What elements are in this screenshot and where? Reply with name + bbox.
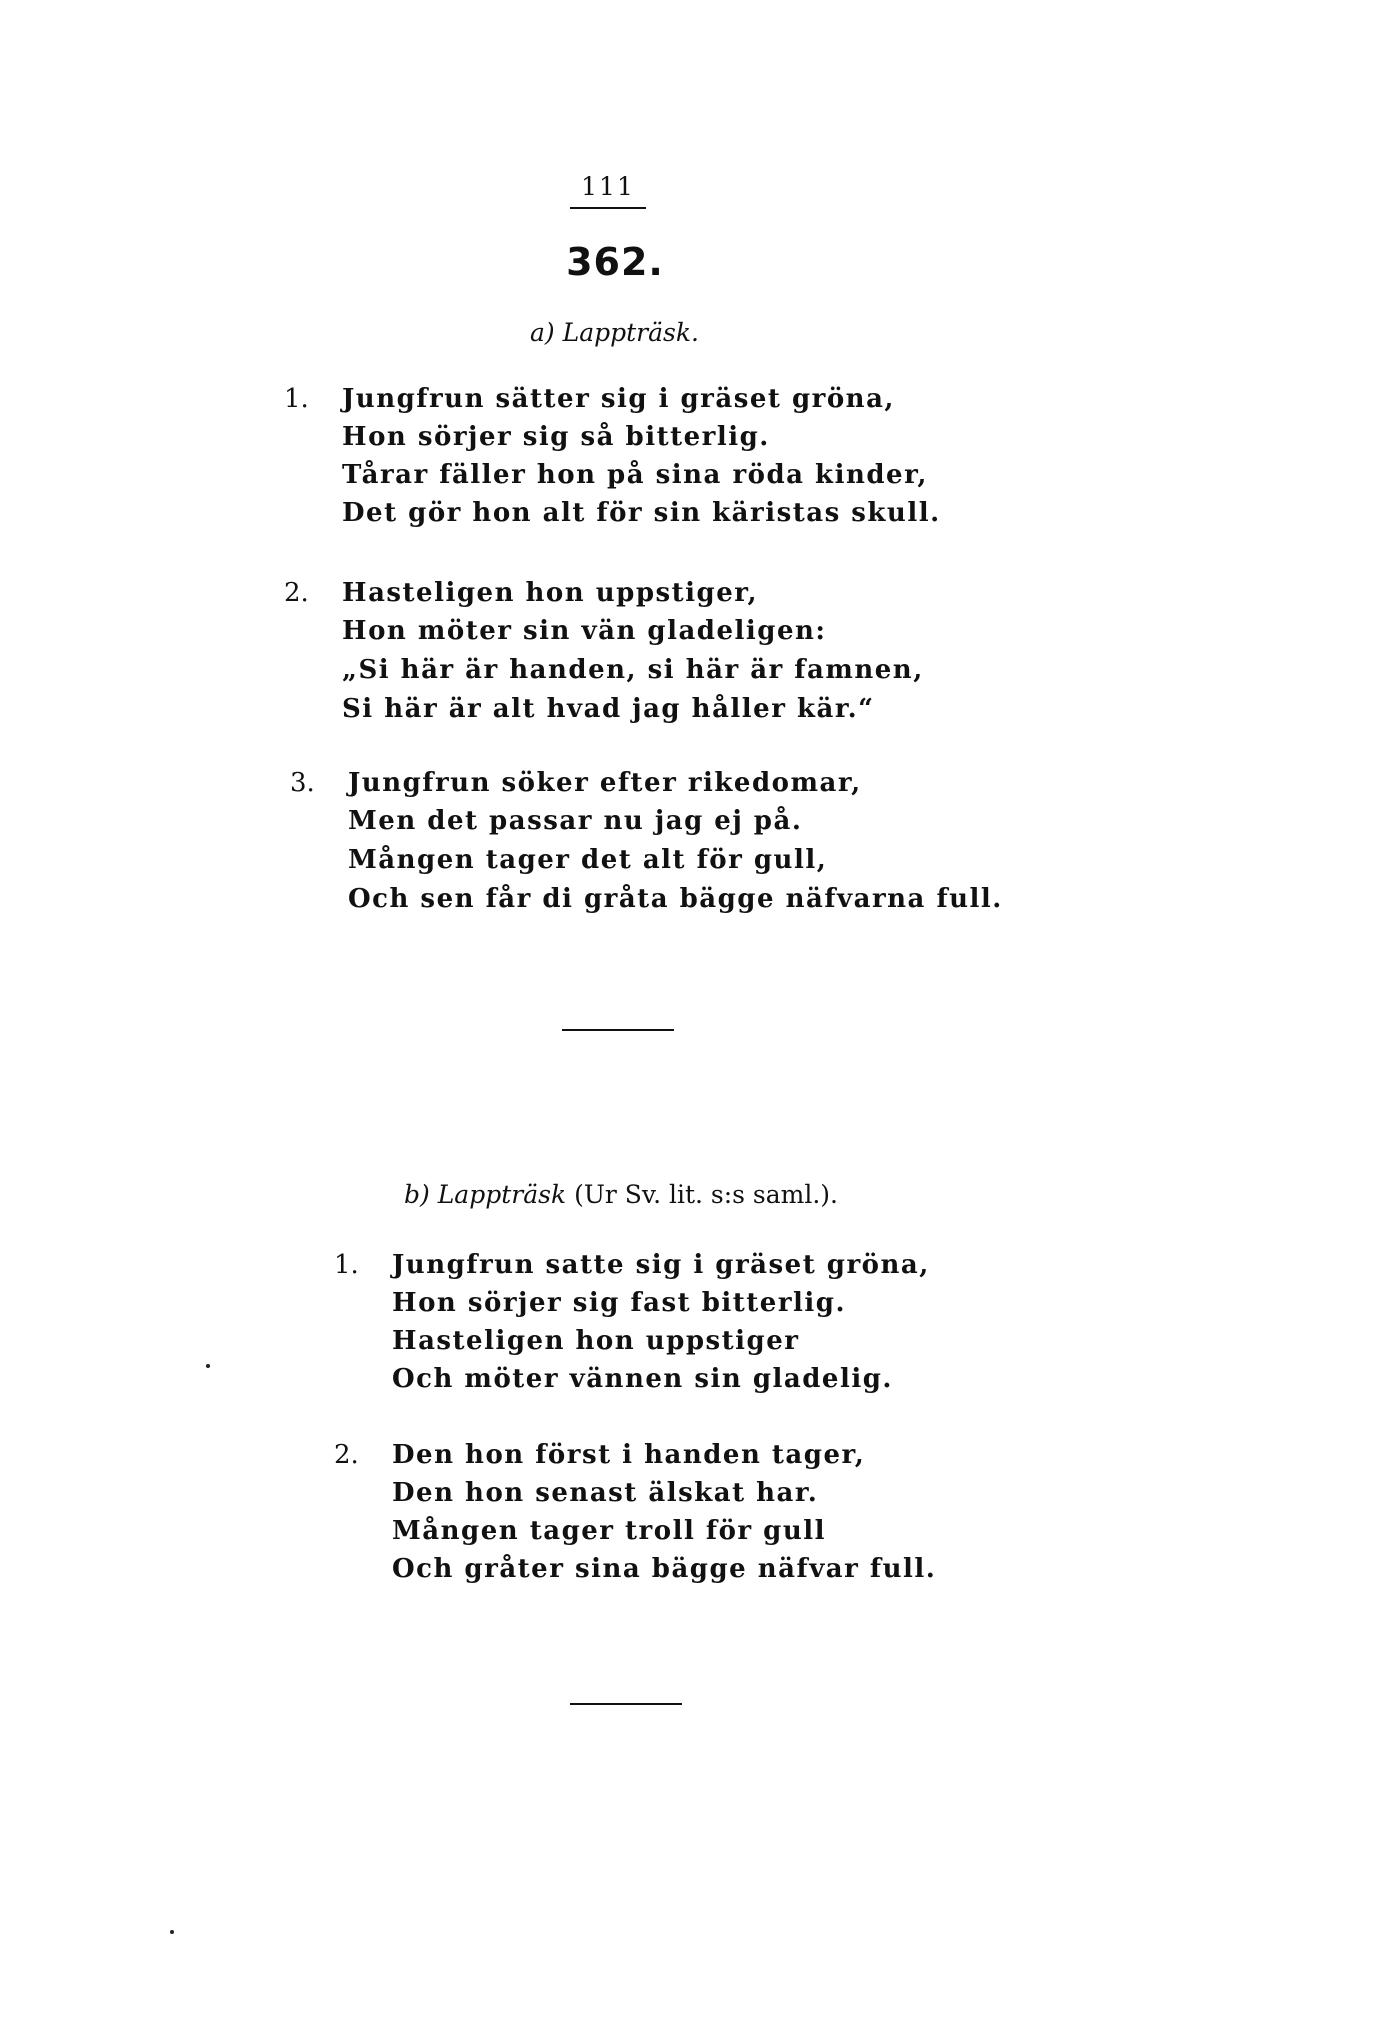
stanza-number: 3. [290,768,315,798]
verse-line: Hon sörjer sig så bitterlig. [342,422,770,452]
verse-line: Hasteligen hon uppstiger [392,1326,800,1356]
verse-line: Tårar fäller hon på sina röda kinder, [342,460,928,490]
scan-speck [206,1364,210,1368]
stanza-number: 2. [334,1440,359,1470]
verse-line: Hasteligen hon uppstiger, [342,578,759,608]
scan-speck [170,1930,174,1934]
verse-line: Hon möter sin vän gladeligen: [342,616,827,646]
verse-line: Den hon först i handen tager, [392,1440,866,1470]
verse-line: Mången tager det alt för gull, [348,845,828,875]
verse-line: „Si här är handen, si här är famnen, [342,655,924,685]
verse-line: Si här är alt hvad jag håller kär.“ [342,694,875,724]
page-number: 111 [570,172,646,209]
verse-line: Jungfrun satte sig i gräset gröna, [392,1250,930,1280]
stanza-number: 1. [334,1250,359,1280]
version-b-title-italic: b) Lappträsk [404,1180,567,1209]
verse-line: Den hon senast älskat har. [392,1478,819,1508]
section-divider [570,1703,682,1705]
version-b-title [404,1180,838,1209]
verse-line: Hon sörjer sig fast bitterlig. [392,1288,847,1318]
song-number: 362. [566,240,664,284]
verse-line: Och möter vännen sin gladelig. [392,1364,893,1394]
verse-line: Det gör hon alt för sin käristas skull. [342,498,941,528]
verse-line: Och gråter sina bägge näfvar full. [392,1554,937,1584]
version-a-title: a) Lappträsk. [530,318,699,347]
verse-line: Och sen får di gråta bägge näfvarna full. [348,884,1003,914]
section-divider [562,1029,674,1031]
verse-line: Mången tager troll för gull [392,1516,827,1546]
stanza-number: 2. [284,578,309,608]
stanza-number: 1. [284,384,309,414]
verse-line: Men det passar nu jag ej på. [348,806,803,836]
verse-line: Jungfrun sätter sig i gräset gröna, [342,384,895,414]
version-b-source: (Ur Sv. lit. s:s saml.). [574,1180,839,1209]
verse-line: Jungfrun söker efter rikedomar, [348,768,862,798]
